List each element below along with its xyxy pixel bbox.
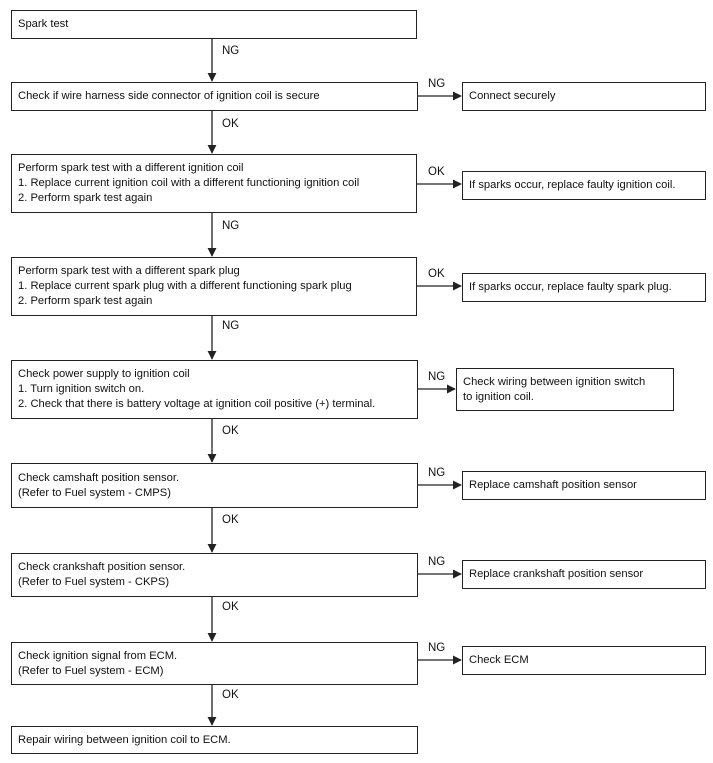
step-box-repair-wiring (11, 726, 418, 754)
side-label-1: NG (428, 78, 446, 90)
side-label-5: NG (428, 467, 446, 479)
step-box-spark-plug-test (11, 257, 417, 316)
result-text: Check wiring between ignition switch (463, 375, 646, 388)
step-text: (Refer to Fuel system - ECM) (18, 664, 164, 677)
step-text: (Refer to Fuel system - CKPS) (18, 576, 170, 588)
step-text: (Refer to Fuel system - CMPS) (18, 486, 171, 499)
result-box-camshaft (462, 471, 706, 500)
down-label-4: NG (222, 320, 240, 332)
step-box-power-supply (11, 360, 418, 419)
step-box-camshaft (11, 463, 418, 508)
step-text: Check crankshaft position sensor. (18, 561, 186, 573)
result-box-connect (462, 82, 706, 111)
down-label-6: OK (222, 514, 239, 526)
result-box-check-ecm (462, 646, 706, 675)
result-box-ignition-coil (462, 171, 706, 200)
step-text: Repair wiring between ignition coil to ECM. (18, 733, 231, 746)
down-label-7: OK (222, 601, 239, 613)
step-text: 1. Turn ignition switch on. (18, 383, 145, 395)
step-box-ecm-signal (11, 642, 418, 685)
result-text: If sparks occur, replace faulty spark plug. (469, 281, 672, 293)
step-text: Check ignition signal from ECM. (18, 649, 178, 662)
step-text: Check power supply to ignition coil (18, 368, 190, 380)
step-text: 1. Replace current ignition coil with a different functioning ignition coil (18, 177, 360, 189)
result-text: Replace camshaft position sensor (469, 479, 637, 491)
result-text: to ignition coil. (463, 390, 534, 403)
step-box-ignition-coil-test (11, 154, 417, 213)
result-box-wiring-ignition-switch (456, 368, 674, 411)
down-label-3: NG (222, 220, 240, 232)
side-label-2: OK (428, 166, 445, 178)
result-box-crankshaft (462, 560, 706, 589)
step-text: 2. Perform spark test again (18, 192, 153, 204)
step-text: Perform spark test with a different spark plug (18, 265, 240, 277)
down-label-1: NG (222, 45, 240, 57)
step-text: Perform spark test with a different ignition coil (18, 162, 244, 174)
side-label-7: NG (428, 642, 446, 654)
down-label-2: OK (222, 118, 239, 130)
result-box-spark-plug (462, 273, 706, 302)
down-label-8: OK (222, 689, 239, 701)
step-text: Check if wire harness side connector of ignition coil is secure (18, 90, 320, 102)
step-text: Check camshaft position sensor. (18, 471, 180, 484)
result-text: If sparks occur, replace faulty ignition coil. (469, 179, 676, 191)
result-text: Replace crankshaft position sensor (469, 568, 644, 580)
side-label-3: OK (428, 268, 445, 280)
step-text: Spark test (18, 18, 69, 30)
step-box-check-connector (11, 82, 418, 111)
step-text: 2. Check that there is battery voltage at ignition coil positive (+) terminal. (18, 398, 376, 410)
result-text: Check ECM (469, 654, 529, 666)
step-text: 2. Perform spark test again (18, 295, 153, 307)
side-label-6: NG (428, 556, 446, 568)
result-text: Connect securely (469, 90, 556, 102)
down-label-5: OK (222, 425, 239, 437)
step-box-spark-test (11, 10, 417, 39)
step-text: 1. Replace current spark plug with a different functioning spark plug (18, 280, 352, 292)
side-label-4: NG (428, 371, 446, 383)
step-box-crankshaft (11, 553, 418, 597)
